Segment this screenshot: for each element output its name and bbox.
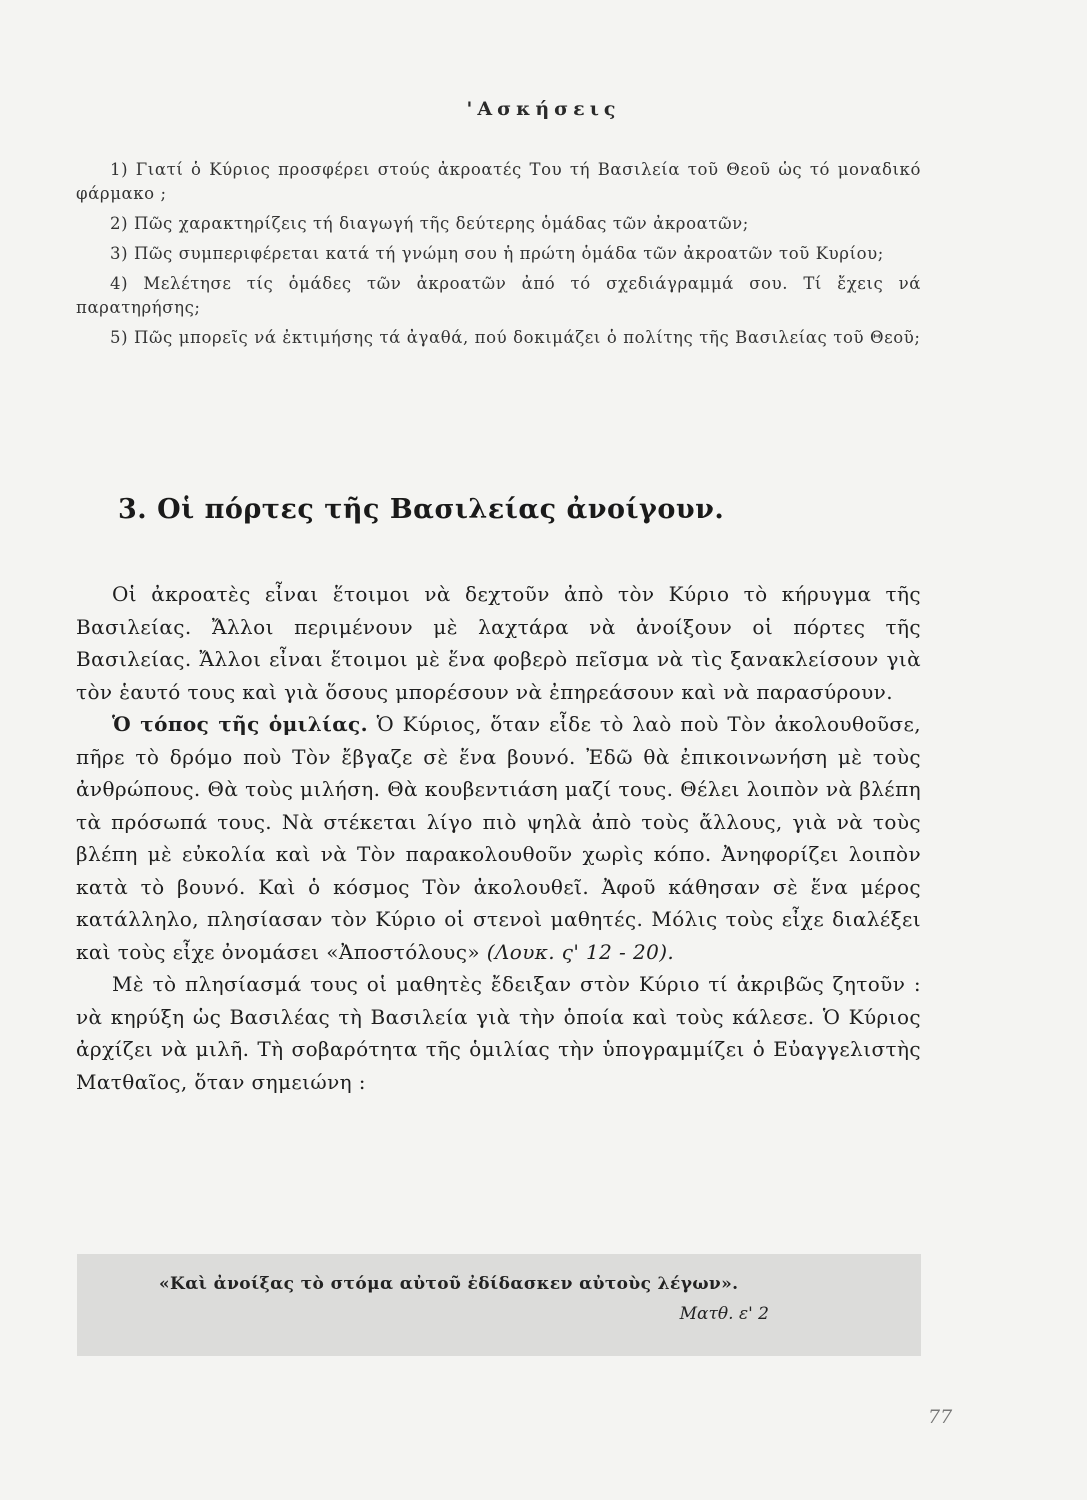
page-number: 77 <box>928 1406 953 1428</box>
exercises-list <box>76 158 921 356</box>
paragraph-2-text: Ὁ Κύριος, ὅταν εἶδε τὸ λαὸ ποὺ Τὸν ἀκολουθοῦσε, πῆρε τὸ δρόμο ποὺ Τὸν ἔβγαζε σὲ ἕνα βουνό. Ἐδῶ θὰ ἐπικοινωνήση μὲ τοὺς ἀνθρώπους. Θὰ τοὺς μιλήση. Θὰ κουβεντιάση μαζί τους. Θέλει λοιπὸν νὰ βλέπη τὰ πρόσωπά τους. Νὰ στέκεται λίγο πιὸ ψηλὰ ἀπὸ τοὺς ἄλλους, γιὰ νὰ τοὺς βλέπη μὲ εὐκολία καὶ νὰ Τὸν παρακολουθοῦν χωρὶς κόπο. Ἀνηφορίζει λοιπὸν κατὰ τὸ βουνό. Καὶ ὁ κόσμος Τὸν ἀκολουθεῖ. Ἀφοῦ κάθησαν σὲ ἕνα μέρος κατάλληλο, πλησίασαν τὸν Κύριο οἱ στενοὶ μαθητές. Μόλις τοὺς εἶχε διαλέξει καὶ τοὺς εἶχε ὀνομάσει «Ἀποστόλους» <box>76 712 921 964</box>
scripture-reference: (Λουκ. ς' 12 - 20). <box>486 939 675 964</box>
paragraph-2 <box>76 708 921 968</box>
paragraph-3: Μὲ τὸ πλησίασμά τους οἱ μαθητὲς ἔδειξαν στὸν Κύριο τί ἀκριβῶς ζητοῦν : νὰ κηρύξη ὡς Βασιλέας τὴ Βασιλεία γιὰ τὴν ὁποία καὶ τοὺς κάλεσε. Ὁ Κύριος ἀρχίζει νὰ μιλῆ. Τὴ σοβαρότητα τῆς ὁμιλίας τὴν ὑπογραμμίζει ὁ Εὐαγγελιστὴς Ματθαῖος, ὅταν σημειώνη : <box>76 972 921 1094</box>
exercise-item: 5) Πῶς μπορεῖς νά ἐκτιμήσης τά ἀγαθά, πού δοκιμάζει ὁ πολίτης τῆς Βασιλείας τοῦ Θεοῦ; <box>110 328 921 347</box>
exercise-item: 2) Πῶς χαρακτηρίζεις τή διαγωγή τῆς δεύτερης ὁμάδας τῶν ἀκροατῶν; <box>110 214 749 233</box>
exercise-item: 3) Πῶς συμπεριφέρεται κατά τή γνώμη σου ἡ πρώτη ὁμάδα τῶν ἀκροατῶν τοῦ Κυρίου; <box>110 244 884 263</box>
paragraph-1: Οἱ ἀκροατὲς εἶναι ἕτοιμοι νὰ δεχτοῦν ἀπὸ τὸν Κύριο τὸ κήρυγμα τῆς Βασιλείας. Ἄλλοι περιμένουν μὲ λαχτάρα νὰ ἀνοίξουν οἱ πόρτες τῆς Βασιλείας. Ἄλλοι εἶναι ἕτοιμοι μὲ ἕνα φοβερὸ πεῖσμα νὰ τὶς ξανακλείσουν γιὰ τὸν ἑαυτό τους καὶ γιὰ ὅσους μπορέσουν νὰ ἐπηρεάσουν καὶ νὰ παρασύρουν. <box>76 582 921 704</box>
run-in-heading: Ὁ τόπος τῆς ὁμιλίας. <box>112 712 368 736</box>
exercise-item: 1) Γιατί ὁ Κύριος προσφέρει στούς ἀκροατές Του τή Βασιλεία τοῦ Θεοῦ ὡς τό μοναδικό φάρμακο ; <box>76 160 921 203</box>
quote-reference: Ματθ. ε' 2 <box>679 1304 769 1324</box>
body-text <box>76 578 921 1098</box>
exercise-item: 4) Μελέτησε τίς ὁμάδες τῶν ἀκροατῶν ἀπό τό σχεδιάγραμμά σου. Τί ἔχεις νά παρατηρήσης; <box>76 274 921 317</box>
exercises-heading: 'Ασκήσεις <box>466 98 621 120</box>
quote-box <box>77 1254 921 1356</box>
section-title: 3. Οἱ πόρτες τῆς Βασιλείας ἀνοίγουν. <box>118 494 725 525</box>
quote-text: «Καὶ ἀνοίξας τὸ στόμα αὐτοῦ ἐδίδασκεν αὐτοὺς λέγων». <box>159 1274 739 1294</box>
